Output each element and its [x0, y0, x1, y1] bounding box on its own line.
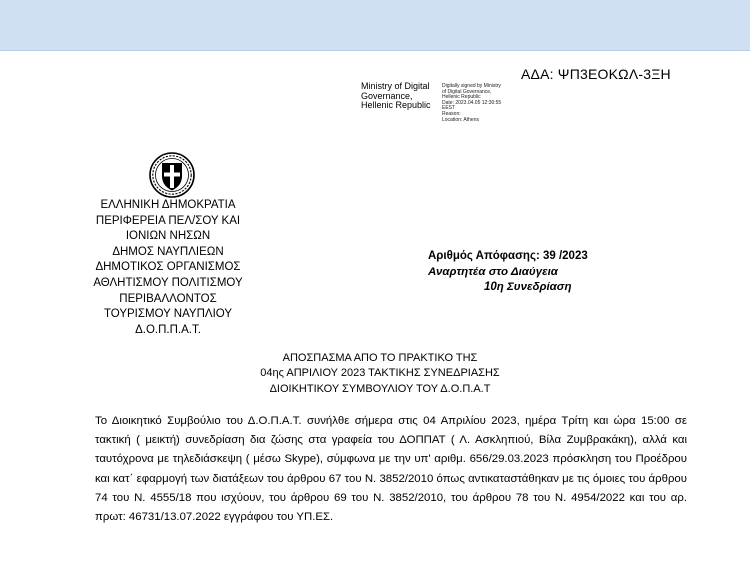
decision-block: [428, 249, 588, 296]
issuer-line: ΤΟΥΡΙΣΜΟΥ ΝΑΥΠΛΙΟΥ: [103, 308, 233, 321]
decision-session: 10η Συνεδρίαση: [484, 281, 572, 294]
issuer-line: ΙΟΝΙΩΝ ΝΗΣΩΝ: [125, 230, 211, 243]
issuer-line: ΑΘΛΗΤΙΣΜΟΥ ΠΟΛΙΤΙΣΜΟΥ: [93, 276, 243, 289]
extract-line: ΑΠΟΣΠΑΣΜΑ ΑΠΟ ΤΟ ΠΡΑΚΤΙΚΟ ΤΗΣ: [282, 352, 478, 364]
extract-line: 04ης ΑΠΡΙΛΙΟΥ 2023 ΤΑΚΤΙΚΗΣ ΣΥΝΕΔΡΙΑΣΗΣ: [260, 367, 500, 380]
issuer-line: ΕΛΛΗΝΙΚΗ ΔΗΜΟΚΡΑΤΙΑ: [100, 199, 236, 211]
ada-code: ΑΔΑ: ΨΠ3ΕΟΚΩΛ-3ΞΗ: [521, 66, 671, 82]
hellenic-emblem-icon: [148, 151, 196, 199]
signer-line: Hellenic Republic: [361, 100, 431, 111]
signature-detail-line: Hellenic Republic: [442, 94, 481, 101]
issuing-authority: [68, 198, 268, 338]
signature-detail-line: of Digital Governance,: [442, 88, 492, 95]
signer-line: Governance,: [361, 90, 413, 101]
issuer-line: ΠΕΡΙΦΕΡΕΙΑ ΠΕΛ/ΣΟΥ ΚΑΙ: [95, 214, 241, 227]
issuer-line: Δ.Ο.Π.Π.Α.Τ.: [135, 323, 201, 336]
signature-signer: [361, 82, 431, 111]
extract-heading: [160, 351, 600, 397]
body-paragraph: Το Διοικητικό Συμβούλιο του Δ.Ο.Π.Α.Τ. συνήλθε σήμερα στις 04 Απριλίου 2023, ημέρα Τρίτη και ώρα 15:00 σε τακτική ( μεικτή) συνεδρίαση δια ζώσης στα γραφεία του ΔΟΠΠΑΤ ( Λ. Ασκληπιού, Βίλα Ζυμβρακάκη), αλλά και ταυτόχρονα με τηλεδιάσκεψη ( μέσω Skype), σύμφωνα με την υπ' αριθμ. 656/29.03.2023 πρόσκληση του Προέδρου και κατ΄ εφαρμογή των διατάξεων του άρθρου 67 του Ν. 3852/2010 όπως αντικαταστάθηκαν με τις όμοιες του άρθρου 74 του Ν. 4555/18 που ισχύουν, του άρθρου 69 του Ν. 3852/2010, του άρθρου 78 του Ν. 4954/2022 και του αρ. πρωτ: 46731/13.07.2022 εγγράφου του ΥΠ.ΕΣ.: [95, 415, 687, 524]
decision-number: Αριθμός Απόφασης: 39 /2023: [428, 250, 588, 262]
signer-line: Ministry of Digital: [361, 81, 430, 91]
issuer-line: ΠΕΡΙΒΑΛΛΟΝΤΟΣ: [119, 292, 217, 305]
signature-detail-line: Date: 2023.04.05 12:30:55: [442, 99, 502, 106]
issuer-line: ΔΗΜΟΣ ΝΑΥΠΛΙΕΩΝ: [112, 245, 224, 258]
signature-details: [442, 84, 501, 123]
signature-detail-line: Reason:: [442, 110, 461, 117]
decision-posted: Αναρτητέα στο Διαύγεια: [428, 265, 558, 278]
signature-detail-line: Location: Athens: [442, 116, 479, 123]
issuer-line: ΔΗΜΟΤΙΚΟΣ ΟΡΓΑΝΙΣΜΟΣ: [95, 261, 241, 274]
signature-detail-line: Digitally signed by Ministry: [442, 83, 501, 89]
signature-detail-line: EEST: [442, 105, 456, 112]
extract-line: ΔΙΟΙΚΗΤΙΚΟΥ ΣΥΜΒΟΥΛΙΟΥ ΤΟΥ Δ.Ο.Π.Α.Τ: [269, 382, 491, 395]
viewer-top-bar: [0, 0, 750, 51]
